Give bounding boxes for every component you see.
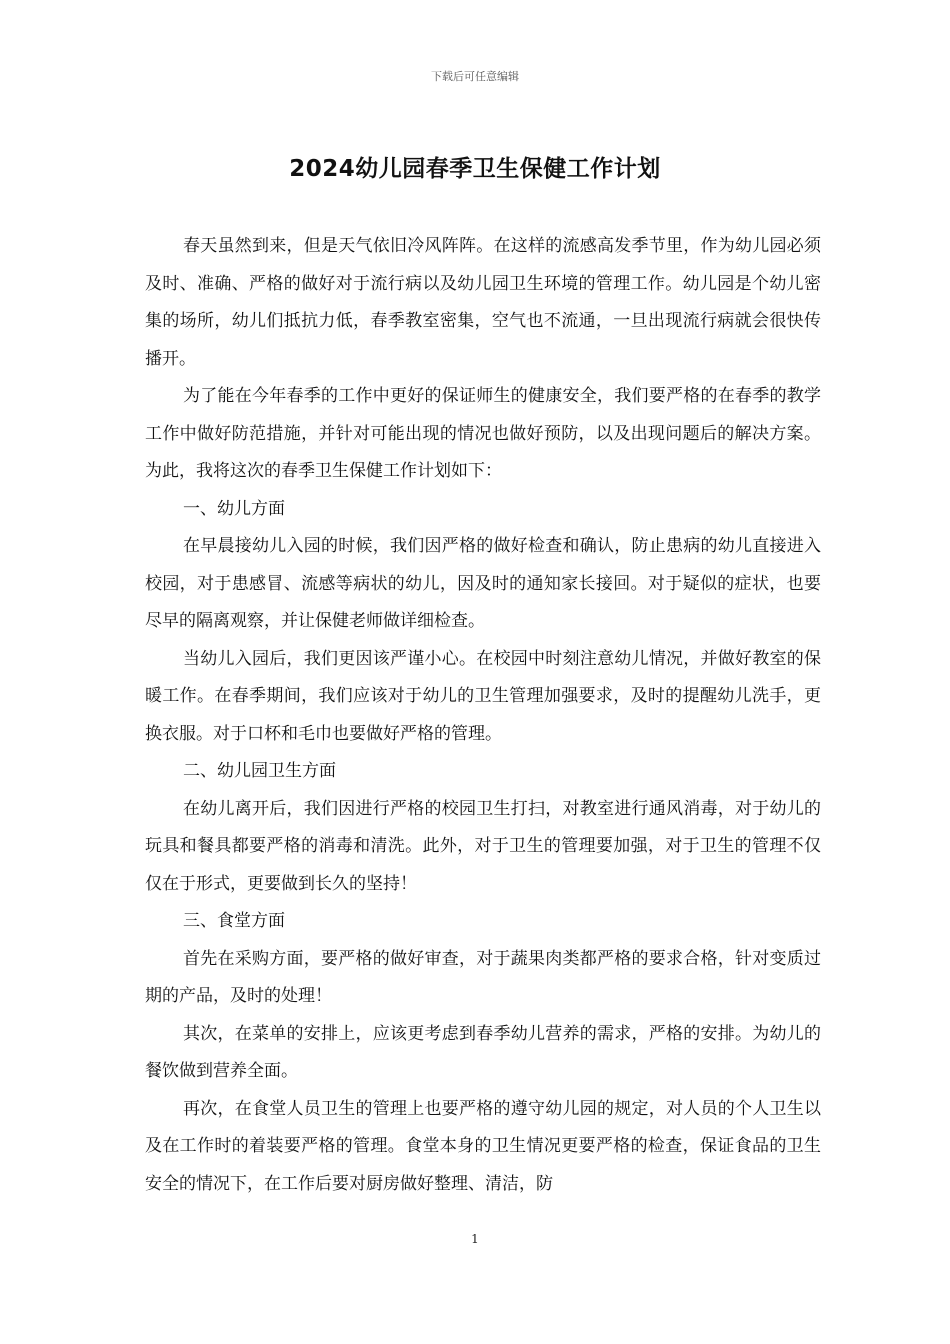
- paragraph-after-arrival: 当幼儿入园后，我们更因该严谨小心。在校园中时刻注意幼儿情况，并做好教室的保暖工作。在春季期间，我们应该对于幼儿的卫生管理加强要求，及时的提醒幼儿洗手，更换衣服。对于口杯和毛巾也要做好严格的管理。: [145, 648, 821, 744]
- paragraph-morning-check: 在早晨接幼儿入园的时候，我们因严格的做好检查和确认，防止患病的幼儿直接进入校园，对于患感冒、流感等病状的幼儿，因及时的通知家长接回。对于疑似的症状，也要尽早的隔离观察，并让保健老师做详细检查。: [145, 536, 821, 631]
- paragraph-menu: 其次，在菜单的安排上，应该更考虑到春季幼儿营养的需求，严格的安排。为幼儿的餐饮做到营养全面。: [145, 1023, 821, 1081]
- page-title: 2024幼儿园春季卫生保健工作计划: [289, 156, 661, 182]
- section-heading-children: 一、幼儿方面: [183, 498, 285, 519]
- header-note: 下载后可任意编辑: [431, 70, 519, 83]
- paragraph-staff-hygiene: 再次，在食堂人员卫生的管理上也要严格的遵守幼儿园的规定，对人员的个人卫生以及在工作时的着装要严格的管理。食堂本身的卫生情况更要严格的检查，保证食品的卫生安全的情况下，在工作后要对厨房做好整理、清洁，防: [145, 1098, 821, 1194]
- paragraph-plan-purpose: 为了能在今年春季的工作中更好的保证师生的健康安全，我们要严格的在春季的教学工作中做好防范措施，并针对可能出现的情况也做好预防，以及出现问题后的解决方案。为此，我将这次的春季卫生保健工作计划如下：: [145, 386, 821, 481]
- paragraph-cleaning: 在幼儿离开后，我们因进行严格的校园卫生打扫，对教室进行通风消毒，对于幼儿的玩具和餐具都要严格的消毒和清洗。此外，对于卫生的管理要加强，对于卫生的管理不仅仅在于形式，更要做到长久的坚持！: [145, 798, 821, 894]
- document-body: [145, 228, 821, 1203]
- paragraph-purchasing: 首先在采购方面，要严格的做好审查，对于蔬果肉类都严格的要求合格，针对变质过期的产品，及时的处理！: [145, 948, 821, 1006]
- section-heading-canteen: 三、食堂方面: [183, 911, 285, 931]
- paragraph-intro: 春天虽然到来，但是天气依旧冷风阵阵。在这样的流感高发季节里，作为幼儿园必须及时、准确、严格的做好对于流行病以及幼儿园卫生环境的管理工作。幼儿园是个幼儿密集的场所，幼儿们抵抗力低，春季教室密集，空气也不流通，一旦出现流行病就会很快传播开。: [145, 236, 821, 369]
- section-heading-hygiene: 二、幼儿园卫生方面: [183, 761, 336, 781]
- page-number: 1: [471, 1232, 479, 1246]
